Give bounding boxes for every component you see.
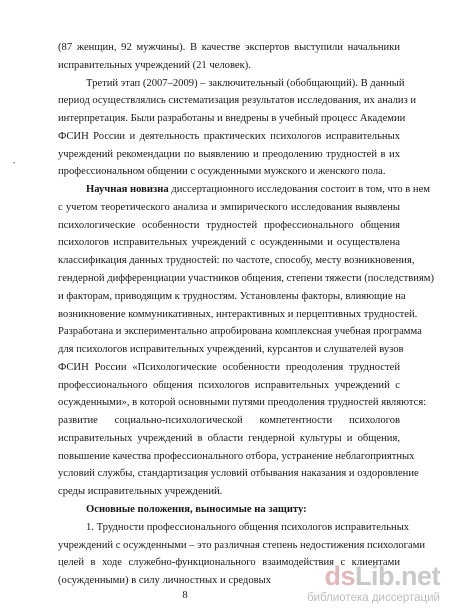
text-line: исправительных учреждений (21 человек). [58, 59, 251, 71]
text-line: повышение качества профессионального отбора, устранение неблагоприятных [58, 450, 415, 462]
text-line: (осужденными) в силу личностных и средовых [58, 575, 272, 586]
text-line: интерпретация. Были разработаны и внедрены в учебный процесс Академии [58, 113, 406, 125]
text-line: ФСИН России и деятельность практических психологов исправительных [58, 130, 400, 142]
text-line: Третий этап (2007–2009) – заключительный (обобщающий). В данный [86, 77, 405, 89]
theses-heading: Основные положения, выносимые на защиту: [86, 503, 307, 515]
text-line: гендерной дифференциации участников общения, степени тяжести (последствиям) [58, 273, 435, 284]
text-line: Разработана и экспериментально апробирована комплексная учебная программа [58, 326, 422, 338]
page-number: 8 [182, 590, 188, 601]
novelty-heading: Научная новизна [86, 184, 169, 196]
novelty-paragraph-start [86, 184, 430, 196]
text-line: профессионального общения психологов исправительных учреждений с [58, 379, 400, 391]
text-line: психологические особенности трудностей профессионального общения [58, 219, 400, 231]
watermark-caption: библиотека диссертаций [307, 592, 440, 604]
logo-main: Lib.net [355, 561, 440, 591]
logo-prefix: ds [324, 561, 355, 591]
text-line: психологов исправительных учреждений с осужденными и осуществлена [58, 237, 400, 249]
margin-mark: • [13, 161, 16, 167]
text-line: учреждений с осужденными – это различная степень недостижения психологами [58, 539, 426, 551]
text-line: возникновение коммуникативных, интерактивных и перцептивных трудностей. [58, 308, 418, 320]
dslib-logo [324, 561, 440, 592]
text-line: классификация данных трудностей: по частоте, способу, месту возникновения, [58, 255, 415, 267]
text-line: учреждений рекомендации по выявлению и преодолению трудностей в их [58, 148, 400, 160]
text-line: развитие социально-психологической компетентности психологов [58, 415, 400, 427]
text-line: исправительных учреждений в области гендерной культуры и общения, [58, 432, 400, 444]
text-line: осужденными», в которой основными путями преодоления трудностей являются: [58, 397, 427, 409]
text-line: среды исправительных учреждений. [58, 486, 223, 498]
dslib-watermark [290, 561, 440, 605]
text-line: (87 женщин, 92 мужчины). В качестве экспертов выступили начальники [58, 42, 400, 53]
text-line: и факторам, приводящим к трудностям. Установлены факторы, влияющие на [58, 290, 406, 302]
text-line: профессиональном общении с осужденными мужского и женского пола. [58, 166, 386, 178]
text-line: целей в ходе служебно-функционального взаимодействия с клиентами [58, 557, 400, 569]
text-line: 1. Трудности профессионального общения психологов исправительных [86, 521, 410, 533]
text-line: ФСИН России «Психологические особенности преодоления трудностей [58, 361, 400, 373]
text-line: период осуществлялись систематизация результатов исследования, их анализ и [58, 95, 417, 107]
text-line: условий службы, стандартизация условий отбывания наказания и оздоровление [58, 468, 419, 480]
text-line: для психологов исправительных учреждений, курсантов и слушателей вузов [58, 344, 404, 355]
text-line: с учетом теоретического анализа и эмпирического исследования выявлены [58, 201, 400, 213]
text-line: диссертационного исследования состоит в том, что в нем [171, 184, 430, 196]
